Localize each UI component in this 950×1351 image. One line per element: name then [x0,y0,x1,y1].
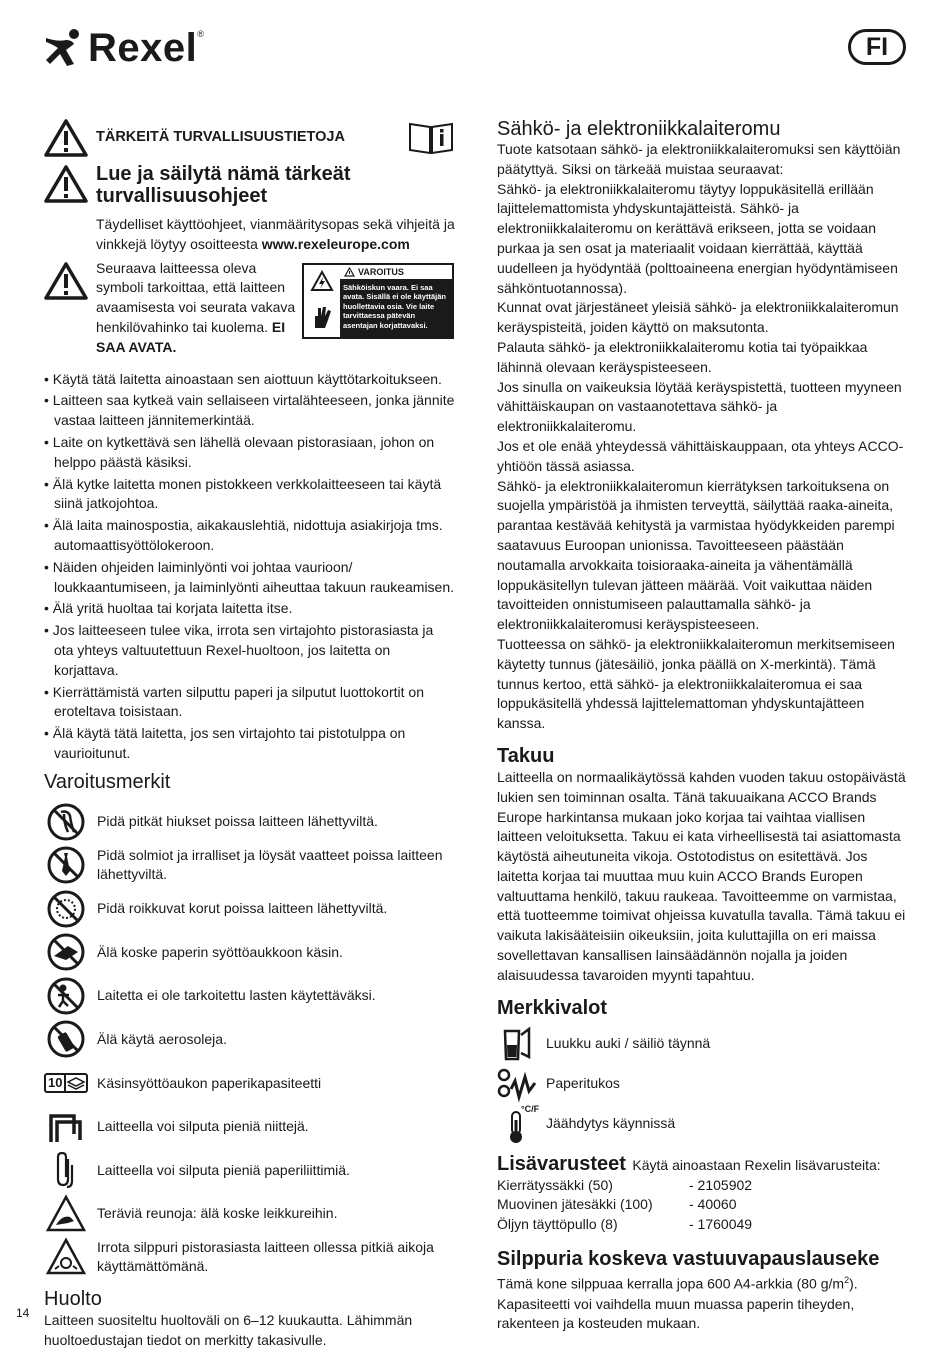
read-heading: Lue ja säilytä nämä tärkeät turvallisuusohjeet [96,163,351,207]
list-item [497,1064,909,1104]
rexel-man-icon [44,28,84,68]
read-heading-row [44,164,456,207]
accessories-intro: Käytä ainoastaan Rexelin lisävarusteita: [632,1156,881,1173]
open-warning-row [44,261,456,358]
left-column [44,118,456,1351]
list-item [497,1024,909,1064]
warning-text: Pidä solmiot ja irralliset ja löysät vaatteet poissa laitteen lähettyviltä. [97,847,443,883]
warning-label-text: Sähköiskun vaara. Ei saa avata. Sisällä ei ole käyttäjän huollettavia osia. Vie laite tarvittaessa pätevän asentajan korjattavaksi. [340,281,452,337]
list-item: • Käytä tätä laitetta ainoastaan sen aiottuun käyttötarkoitukseen. [44,370,456,390]
warnings-title: Varoitusmerkit [44,770,171,793]
indicator-text: Luukku auki / säiliö täynnä [546,1035,711,1052]
list-item: • Älä käytä tätä laitetta, jos sen virtajohto tai pistotulppa on vaurioitunut. [44,724,456,764]
disclaimer-sup: 2 [844,1275,850,1286]
weee-paragraph: Jos sinulla on vaikeuksia löytää keräyspistettä, tuotteen myyneen vähittäiskaupan on vastaanotettava sähkö- ja elektroniikkalaiteromu. [497,378,902,435]
list-item [44,1236,456,1280]
list-item [44,1061,456,1105]
indicators-list [497,1024,909,1144]
disclaimer-text [497,1271,909,1334]
warning-triangle-icon [44,261,88,301]
list-item: • Näiden ohjeiden laiminlyönti voi johtaa vaurioon/ loukkaantumiseen, ja laiminlyönti aiheuttaa takuun raukeamisen. [44,558,456,598]
warning-text: Irrota silppuri pistorasiasta laitteen ollessa pitkiä aikoja käyttämättömänä. [97,1239,434,1275]
symbol-bold: EI SAA AVATA. [96,318,286,355]
accessories-title: Lisävarusteet [497,1152,626,1175]
indicator-text: Jäähdytys käynnissä [546,1115,676,1132]
sheet-capacity-icon [44,1073,88,1093]
warning-text: Pidä pitkät hiukset poissa laitteen lähettyviltä. [97,813,378,830]
warning-text: Teräviä reunoja: älä koske leikkureihin. [97,1205,338,1222]
list-item: • Älä yritä huoltaa tai korjata laitetta itse. [44,599,456,619]
list-item [497,1195,909,1215]
warning-text: Älä koske paperin syöttöaukkoon käsin. [97,943,343,960]
warning-label-header [340,265,452,281]
list-item [44,1192,456,1236]
list-item: • Laitteen saa kytkeä vain sellaiseen virtalähteeseen, jonka jännite vastaa laitteen jännitemerkintää. [44,391,456,431]
cf-label: °C/F [521,1103,540,1114]
registered-mark: ® [197,29,204,39]
weee-paragraph: Kunnat ovat järjestäneet yleisiä sähkö- ja elektroniikkalaiteromun keräyspisteitä, joiden käyttö on maksutonta. [497,299,899,336]
accessory-name: Öljyn täyttöpullo (8) [497,1216,618,1233]
list-item: • Kierrättämistä varten silputtu paperi ja silputut luottokortit on eroteltava toisistaan. [44,683,456,723]
safety-title-row [44,118,456,158]
warranty-text: Laitteella on normaalikäytössä kahden vuoden takuu ostopäivästä lukien sen toiminnan osalta. Tänä takuuaikana ACCO Brands Europe harkintansa mukaan joko korjaa tai vaihtaa viallisen laitteen veloituksetta. Takuu ei kata virheellisestä tai asiattomasta käytöstä aiheutuneita vikoja. Ostotodistus on esitettävä. Jos laitetta korjaa tai muuttaa muu kuin ACCO Brands Europen valtuuttama henkilö, takuu raukeaa. Tavoitteemme on varmistaa, että tuotteemme toimivat ohjeissa kuvatulla tavalla. Tämä takuu ei vaikuta lakisääteisiin oikeuksiin, joita kuluttajilla on eri maissa sovellettavan kansallisen lainsäädännön nojalla ja joiden alaisuudessa tavaroiden myynti tapahtuu. [497,768,906,983]
page-number: 14 [16,1306,30,1320]
list-item [44,800,456,844]
disclaimer-text-b: ). Kapasiteetti voi vaihdella muun muassa paperin tiheyden, rakenteen ja kosteuden mukaan. [497,1275,858,1332]
staple-icon [48,1110,84,1144]
accessory-code: - 40060 [689,1196,737,1213]
paperclip-icon [52,1151,80,1189]
warning-label-body [340,265,452,337]
warning-triangle-icon [44,164,88,204]
disclaimer-text-a: Tämä kone silppuaa kerralla jopa 600 A4-arkkia (80 g/m [497,1275,845,1292]
warning-label [302,263,454,339]
paper-jam-icon [497,1067,537,1101]
electric-shock-icon [311,271,333,291]
list-item [44,887,456,931]
warning-text: Älä käytä aerosoleja. [97,1030,227,1047]
weee-paragraph: Tuote katsotaan sähkö- ja elektroniikkalaiteromuksi sen käyttöiän päätyttyä. Siksi on tärkeää muistaa seuraavat: [497,141,901,177]
paper-stack-icon [66,1076,86,1090]
list-item [497,1176,909,1196]
manual-text: Täydelliset käyttöohjeet, vianmääritysopas sekä vihjeitä ja vinkkejä löytyy osoitteesta [96,216,455,252]
indicator-text: Paperitukos [546,1075,620,1092]
weee-title: Sähkö- ja elektroniikkalaiteromu [497,118,781,140]
symbol-paragraph [96,259,296,358]
safety-title: TÄRKEITÄ TURVALLISUUSTIETOJA [96,129,345,145]
warning-label-icons [304,265,340,337]
warning-text: Laitteella voi silputa pieniä paperiliittimiä. [97,1161,350,1178]
manual-url[interactable]: www.rexeleurope.com [261,235,410,252]
accessory-name: Muovinen jätesäkki (100) [497,1196,653,1213]
no-aerosol-icon [46,1019,86,1059]
list-item [497,1104,909,1144]
right-column [497,118,909,1334]
list-item [44,843,456,887]
no-tie-icon [46,845,86,885]
hand-shock-icon [309,304,335,330]
accessories-heading-row [497,1152,909,1176]
no-hand-in-feed-icon [46,932,86,972]
warning-text: Laitteella voi silputa pieniä niittejä. [97,1118,309,1135]
list-item: • Älä kytke laitetta monen pistokkeen verkkolaitteeseen tai käytä siinä jatkojohtoa. [44,475,456,515]
no-long-hair-icon [46,802,86,842]
accessory-code: - 1760049 [689,1216,753,1233]
maintenance-text: Laitteen suositeltu huoltoväli on 6–12 kuukautta. Lähimmän huoltoedustajan tiedot on merkitty takasivulle. [44,1312,413,1349]
warning-text: Käsinsyöttöaukon paperikapasiteetti [97,1074,322,1091]
list-item [44,1018,456,1062]
list-item [44,974,456,1018]
maintenance-title: Huolto [44,1288,102,1311]
warning-triangle-icon [44,118,88,158]
warning-text: Pidä roikkuvat korut poissa laitteen lähettyviltä. [97,900,388,917]
unplug-icon [46,1238,86,1276]
no-children-icon [46,976,86,1016]
language-badge: FI [848,29,906,65]
safety-bullet-list [44,370,456,764]
accessory-name: Kierrätyssäkki (50) [497,1176,613,1193]
capacity-number: 10 [46,1075,66,1091]
symbol-text: Seuraava laitteessa oleva symboli tarkoittaa, että laitteen avaamisesta voi seurata vakava henkilövahinko tai kuolema. [96,259,296,335]
weee-paragraph: Sähkö- ja elektroniikkalaiteromun kierrätyksen tarkoituksena on suojella ympäristöä ja ihmisten terveyttä, säilyttää raaka-aineita, parantaa kestävää kehitystä ja varmistaa hyödykkeiden parempi saatavuus Euroopan unionissa. Tavoitteeseen päästään noutamalla arvokkaita toisioraaka-aineita ja vähentämällä loppukäsitellyn tulevan jätteen määrää. Voit vaikuttaa näiden tavoitteiden onnistumiseen palauttamalla sähkö- ja elektroniikkalaiteromusi keräyspisteeseen. [497,477,895,633]
list-item [44,1148,456,1192]
warning-label-title: VAROITUS [358,266,404,277]
brand-logo [44,26,204,70]
manual-paragraph [96,215,456,255]
bin-full-icon [501,1027,533,1061]
warranty-title: Takuu [497,744,555,767]
brand-name: Rexel [88,25,198,70]
list-item: • Jos laitteeseen tulee vika, irrota sen virtajohto pistorasiasta ja ota yhteys valtuutettuun Rexel-huoltoon, jos laitetta on korjattava. [44,621,456,680]
list-item [497,1215,909,1235]
list-item [44,931,456,975]
list-item [44,1105,456,1149]
no-jewelry-icon [46,889,86,929]
weee-paragraph: Palauta sähkö- ja elektroniikkalaiteromu kotia tai työpaikkaa lähinnä olevaan keräyspisteeseen. [497,338,868,375]
list-item: • Laite on kytkettävä sen lähellä olevaan pistorasiaan, johon on helppo päästä käsiksi. [44,433,456,473]
accessory-code: - 2105902 [689,1176,753,1193]
manual-info-icon [408,121,454,155]
disclaimer-title: Silppuria koskeva vastuuvapauslauseke [497,1248,880,1271]
warning-symbols-list [44,800,456,1280]
warning-text: Laitetta ei ole tarkoitettu lasten käytettäväksi. [97,987,376,1004]
indicators-title: Merkkivalot [497,996,608,1019]
list-item: • Älä laita mainospostia, aikakauslehtiä, nidottuja asiakirjoja tms. automaattisyöttölokeroon. [44,516,456,556]
sharp-edges-icon [46,1195,86,1233]
weee-paragraph: Jos et ole enää yhteydessä vähittäiskauppaan, ota yhteys ACCO-yhtiöön tässä asiassa. [497,437,904,474]
accessories-list [497,1176,909,1235]
small-warning-icon [344,267,355,277]
weee-paragraph: Tuotteessa on sähkö- ja elektroniikkalaiteromun merkitsemiseen käytetty tunnus (jätesäiliö, jonka päällä on X-merkintä). Tämä tunnus kertoo, että sähkö- ja elektroniikkalaiteromua ei saa loppukäsitellä yhdessä lajittelemattoman yhdyskuntajätteen kanssa. [497,635,895,732]
weee-paragraph: Sähkö- ja elektroniikkalaiteromu täytyy loppukäsitellä erillään lajittelemattomista yhdyskuntajätteistä. Sähkö- ja elektroniikkalaiteromu on kerättävä erikseen, jotta se voidaan purkaa ja sen osat ja materiaalit voidaan kierrättää, käyttää uudelleen ja hyödyntää (polttoaineena energian hyödyntämiseen sähköntuotannossa). [497,180,898,296]
